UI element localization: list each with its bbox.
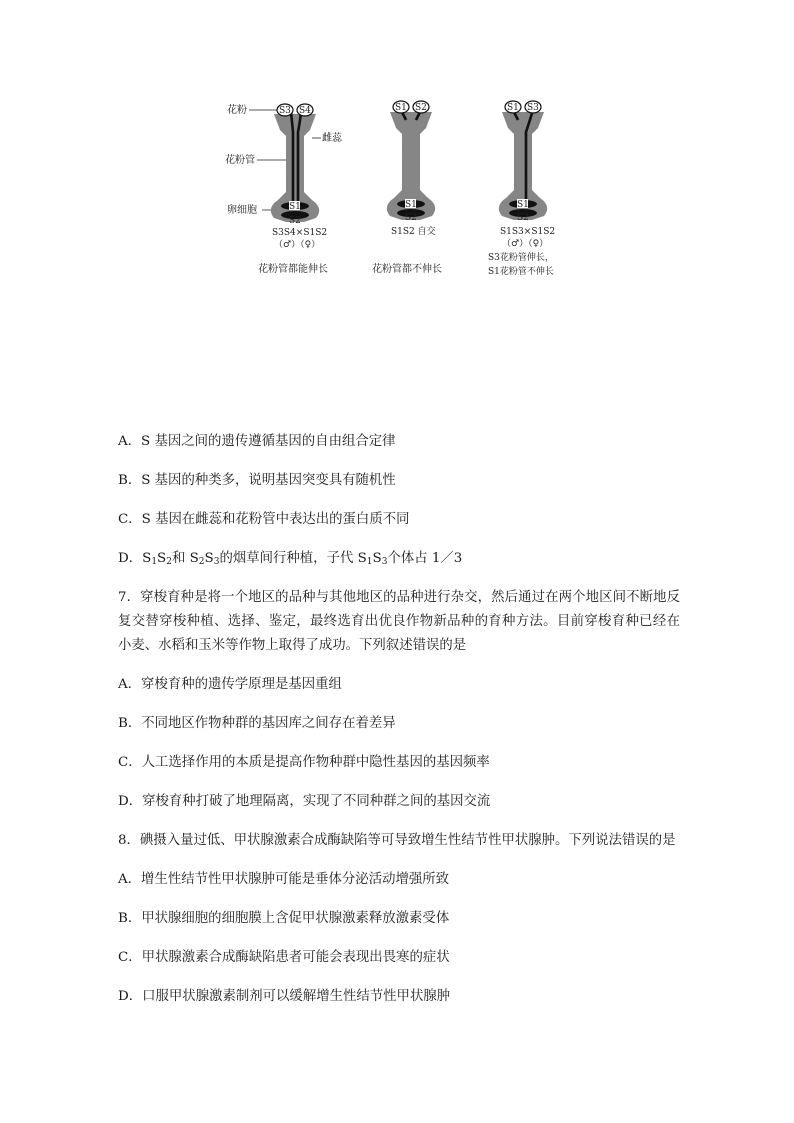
result-label-1: 花粉管都能伸长 [258,264,328,275]
pollen-label-left: S3 [279,106,291,116]
q6-d-text: S [204,551,214,566]
egg-label-top: S1 [289,202,301,212]
q6-option-b: B．S 基因的种类多，说明基因突变具有随机性 [118,473,396,488]
result-label-3b: S1花粉管不伸长 [488,267,554,277]
question-content [118,430,680,1024]
cross-label-2: S1S2 自交 [391,227,436,237]
panel-2 [372,101,442,275]
q6-d-text: 的烟草间行种植，子代 S [219,551,367,566]
q6-d-text: S [157,551,167,566]
cross-label-3: S1S3×S1S2 [500,227,556,237]
q6-option-a: A．S 基因之间的遗传遵循基因的自由组合定律 [118,434,396,449]
q8-option-a: A．增生性结节性甲状腺肿可能是垂体分泌活动增强所致 [118,872,450,887]
q7-option-a: A．穿梭育种的遗传学原理是基因重组 [118,677,342,692]
pollen-label-right: S4 [299,106,311,116]
egg-label-bottom: S2 [289,216,301,226]
pollen-label-left: S1 [507,103,519,113]
label-pollen: 花粉 [227,105,247,116]
pollen-label-right: S3 [527,103,539,113]
q7-option-b: B．不同地区作物种群的基因库之间存在着差异 [118,716,396,731]
q7-option-d: D．穿梭育种打破了地理隔离，实现了不同种群之间的基因交流 [118,794,491,809]
q6-option-c: C．S 基因在雌蕊和花粉管中表达出的蛋白质不同 [118,512,410,527]
egg-label-bottom: S2 [517,213,529,223]
q8-stem: 8．碘摄入量过低、甲状腺激素合成酶缺陷等可导致增生性结节性甲状腺肿。下列说法错误的是 [118,833,676,848]
sex-label-1: （♂）（♀） [274,240,321,250]
q8-option-d: D．口服甲状腺激素制剂可以缓解增生性结节性甲状腺肿 [118,989,451,1004]
pollen-tube-figure [200,92,600,292]
q8-option-c: C．甲状腺激素合成酶缺陷患者可能会表现出畏寒的症状 [118,950,450,965]
q6-d-text: 个体占 1／3 [387,551,463,566]
label-pollen-tube: 花粉管 [225,155,255,166]
q7-option-c: C．人工选择作用的本质是提高作物种群中隐性基因的基因频率 [118,755,490,770]
cross-label-1: S3S4×S1S2 [272,228,328,238]
figure-svg [200,92,600,292]
q8-option-b: B．甲状腺细胞的细胞膜上含促甲状腺激素释放激素受体 [118,911,450,926]
q7-stem: 7．穿梭育种是将一个地区的品种与其他地区的品种进行杂交，然后通过在两个地区间不断地反复交替穿梭种植、选择、鉴定，最终选育出优良作物新品种的育种方法。目前穿梭育种已经在小麦、水稻和玉米等作物上取得了成功。下列叙述错误的是 [118,590,680,653]
panel-3 [488,101,555,277]
egg-label-bottom: S2 [405,213,417,223]
egg-label-top: S1 [405,200,417,210]
q6-d-text: S [372,551,382,566]
pollen-label-right: S2 [415,103,427,113]
sex-label-3: （♂）（♀） [502,239,549,249]
q6-option-d: D．$S_1S_2$和 $S_2S_3$的烟草间行种植，子代 $S_1S_3$个体占 1／3 [118,551,463,567]
q6-d-text: D．S [118,551,152,566]
label-egg-cell: 卵细胞 [227,205,257,216]
label-pistil: 雌蕊 [322,133,342,144]
egg-label-top: S1 [517,200,529,210]
panel-1 [258,104,328,275]
q6-d-text: 和 S [171,551,199,566]
result-label-2: 花粉管都不伸长 [372,264,442,275]
pollen-label-left: S1 [395,103,407,113]
result-label-3a: S3花粉管伸长， [488,253,554,263]
